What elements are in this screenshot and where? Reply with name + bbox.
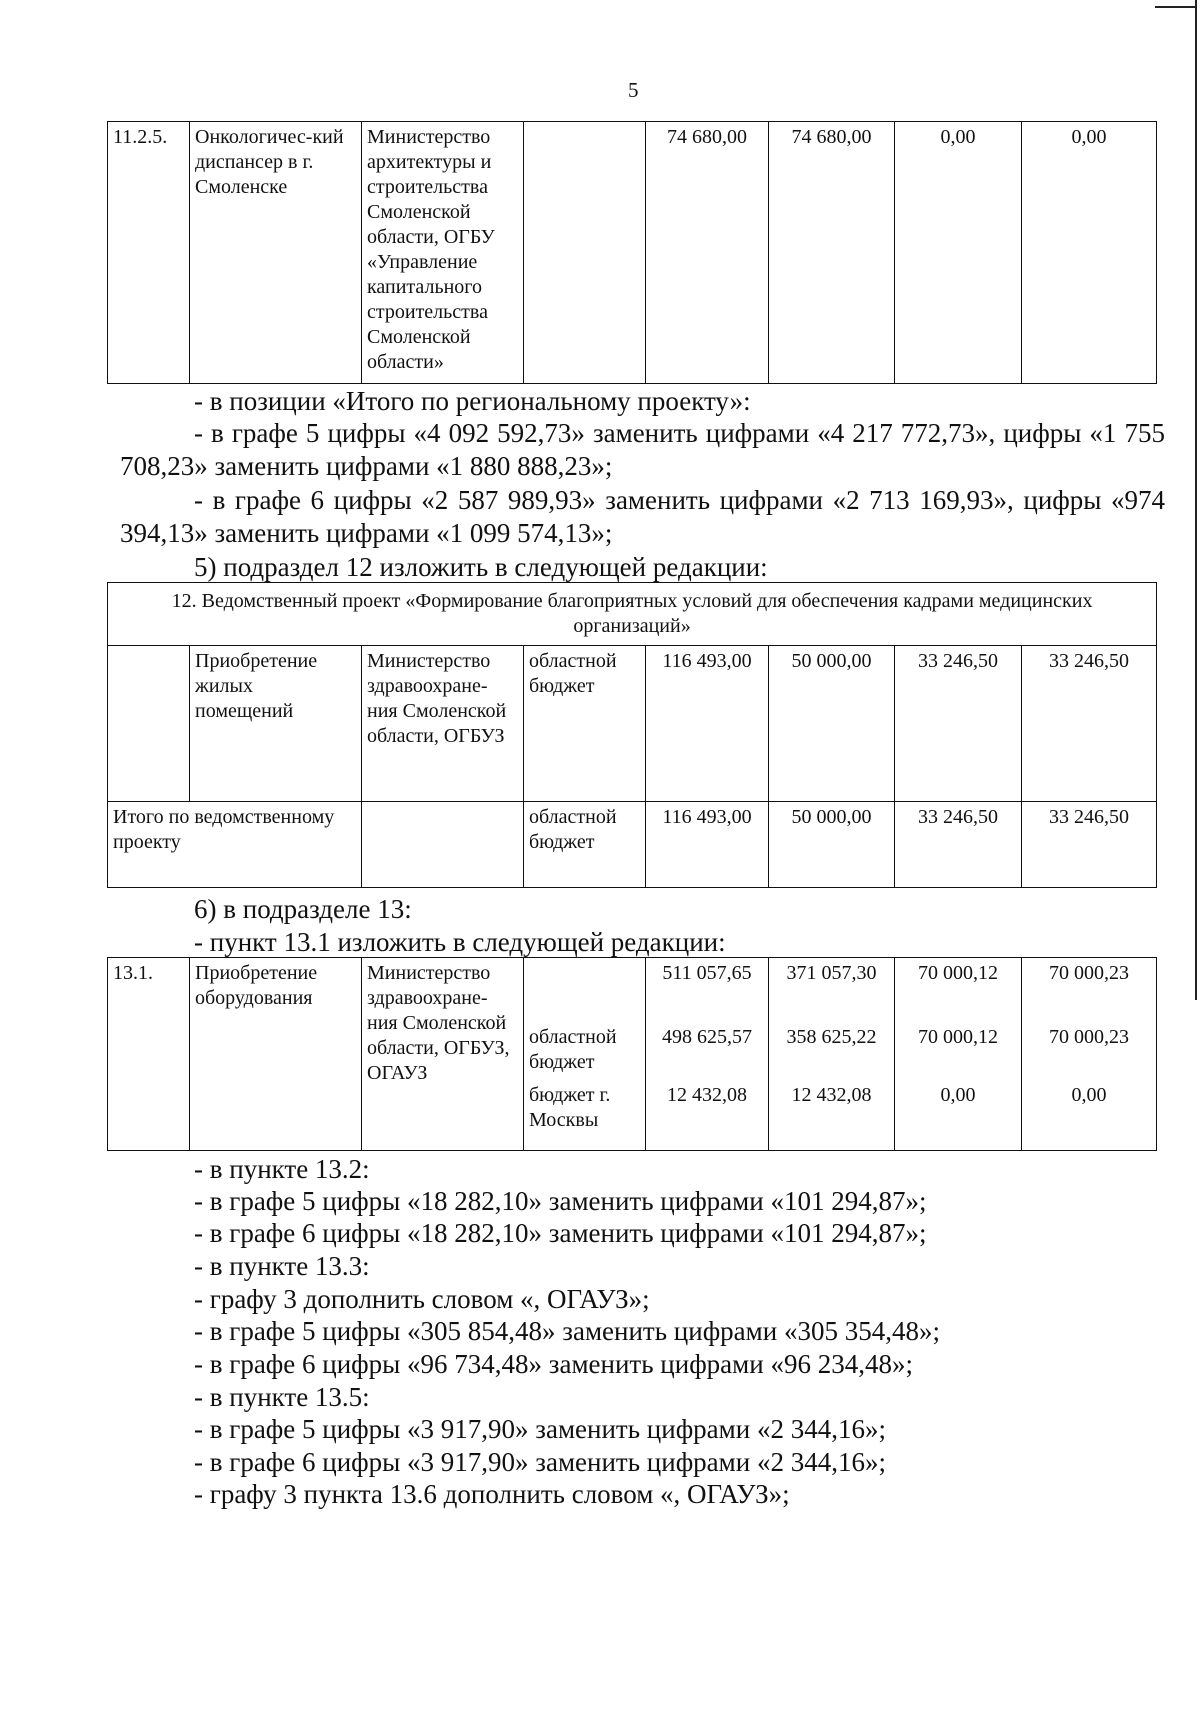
instruction-line: - в пункте 13.5:	[194, 1382, 370, 1412]
cell-source: областной бюджет	[524, 802, 646, 888]
project-header: 12. Ведомственный проект «Формирование благоприятных условий для обеспечения кадрами медицинских организаций»	[108, 583, 1157, 646]
value-regional: 498 625,57	[662, 1026, 752, 1048]
value-regional: 70 000,23	[1049, 1026, 1129, 1048]
cell-name: Онкологичес-кий диспансер в г. Смоленске	[190, 122, 362, 384]
cell-code: 13.1.	[108, 958, 190, 1151]
cell-name: Приобретение жилых помещений	[190, 646, 362, 802]
cell-executor	[362, 802, 524, 888]
cell-year2: 33 246,50	[895, 802, 1022, 888]
cell-source: областной бюджет	[524, 646, 646, 802]
cell-total: 116 493,00	[646, 646, 769, 802]
value-regional: 70 000,12	[918, 1026, 998, 1048]
cell-code	[108, 646, 190, 802]
cell-name: Приобретение оборудования	[190, 958, 362, 1151]
cell-year1	[769, 958, 895, 1151]
instruction-line: - в графе 6 цифры «18 282,10» заменить цифрами «101 294,87»;	[194, 1218, 927, 1248]
page-edge-rule	[1195, 0, 1197, 1000]
page-corner-rule	[1155, 6, 1195, 8]
value-moscow: 0,00	[940, 1084, 976, 1106]
instruction-line: - в графе 6 цифры «96 734,48» заменить цифрами «96 234,48»;	[194, 1349, 913, 1379]
cell-year2: 33 246,50	[895, 646, 1022, 802]
cell-year3: 0,00	[1022, 122, 1157, 384]
table-subsection-12	[107, 582, 1157, 888]
value-total: 70 000,23	[1049, 962, 1129, 984]
column6-replacement: - в графе 6 цифры «2 587 989,93» заменить цифрами «2 713 169,93», цифры «974 394,13» заменить цифрами «1 099 574,13»;	[120, 485, 1165, 548]
instruction-line: - графу 3 дополнить словом «, ОГАУЗ»;	[194, 1284, 650, 1314]
table-row-13-1	[107, 957, 1157, 1151]
value-regional: 358 625,22	[786, 1026, 877, 1048]
instruction-line: - в графе 5 цифры «3 917,90» заменить цифрами «2 344,16»;	[194, 1414, 886, 1444]
value-moscow: 12 432,08	[667, 1084, 747, 1106]
cell-source	[524, 122, 646, 384]
regional-total-heading: - в позиции «Итого по региональному проекту»:	[194, 386, 751, 416]
value-total: 70 000,12	[918, 962, 998, 984]
instruction-line: - в графе 5 цифры «18 282,10» заменить цифрами «101 294,87»;	[194, 1186, 927, 1216]
column5-replacement: - в графе 5 цифры «4 092 592,73» заменить цифрами «4 217 772,73», цифры «1 755 708,23» заменить цифрами «1 880 888,23»;	[120, 418, 1165, 481]
cell-year1: 74 680,00	[769, 122, 895, 384]
cell-year3: 33 246,50	[1022, 802, 1157, 888]
source-regional: областной бюджет	[529, 1026, 617, 1073]
cell-year2: 0,00	[895, 122, 1022, 384]
cell-code: 11.2.5.	[108, 122, 190, 384]
cell-executor: Министерство здравоохране-ния Смоленской области, ОГБУЗ, ОГАУЗ	[362, 958, 524, 1151]
table-row-11-2-5	[107, 121, 1157, 384]
cell-total	[646, 958, 769, 1151]
instruction-line: - графу 3 пункта 13.6 дополнить словом «, ОГАУЗ»;	[194, 1479, 790, 1509]
instruction-line: - в графе 5 цифры «305 854,48» заменить цифрами «305 354,48»;	[194, 1316, 940, 1346]
cell-executor: Министерство архитектуры и строительства Смоленской области, ОГБУ «Управление капитального строительства Смоленской области»	[362, 122, 524, 384]
instruction-line: - в пункте 13.3:	[194, 1251, 370, 1281]
cell-year1: 50 000,00	[769, 646, 895, 802]
cell-year1: 50 000,00	[769, 802, 895, 888]
cell-total-label: Итого по ведомственному проекту	[108, 802, 362, 888]
value-total: 511 057,65	[662, 962, 752, 984]
item13-1-heading: - пункт 13.1 изложить в следующей редакции:	[194, 927, 726, 957]
page-number: 5	[628, 78, 639, 102]
cell-year3: 33 246,50	[1022, 646, 1157, 802]
instruction-line: - в графе 6 цифры «3 917,90» заменить цифрами «2 344,16»;	[194, 1447, 886, 1477]
subsection12-heading: 5) подраздел 12 изложить в следующей редакции:	[194, 552, 768, 582]
source-moscow: бюджет г. Москвы	[529, 1084, 611, 1131]
cell-total: 116 493,00	[646, 802, 769, 888]
instruction-line: - в пункте 13.2:	[194, 1154, 370, 1184]
value-moscow: 0,00	[1071, 1084, 1107, 1106]
cell-source	[524, 958, 646, 1151]
value-total: 371 057,30	[786, 962, 877, 984]
cell-year2	[895, 958, 1022, 1151]
subsection13-heading: 6) в подразделе 13:	[194, 894, 412, 924]
cell-total: 74 680,00	[646, 122, 769, 384]
cell-year3	[1022, 958, 1157, 1151]
value-moscow: 12 432,08	[791, 1084, 872, 1106]
cell-executor: Министерство здравоохране-ния Смоленской области, ОГБУЗ	[362, 646, 524, 802]
